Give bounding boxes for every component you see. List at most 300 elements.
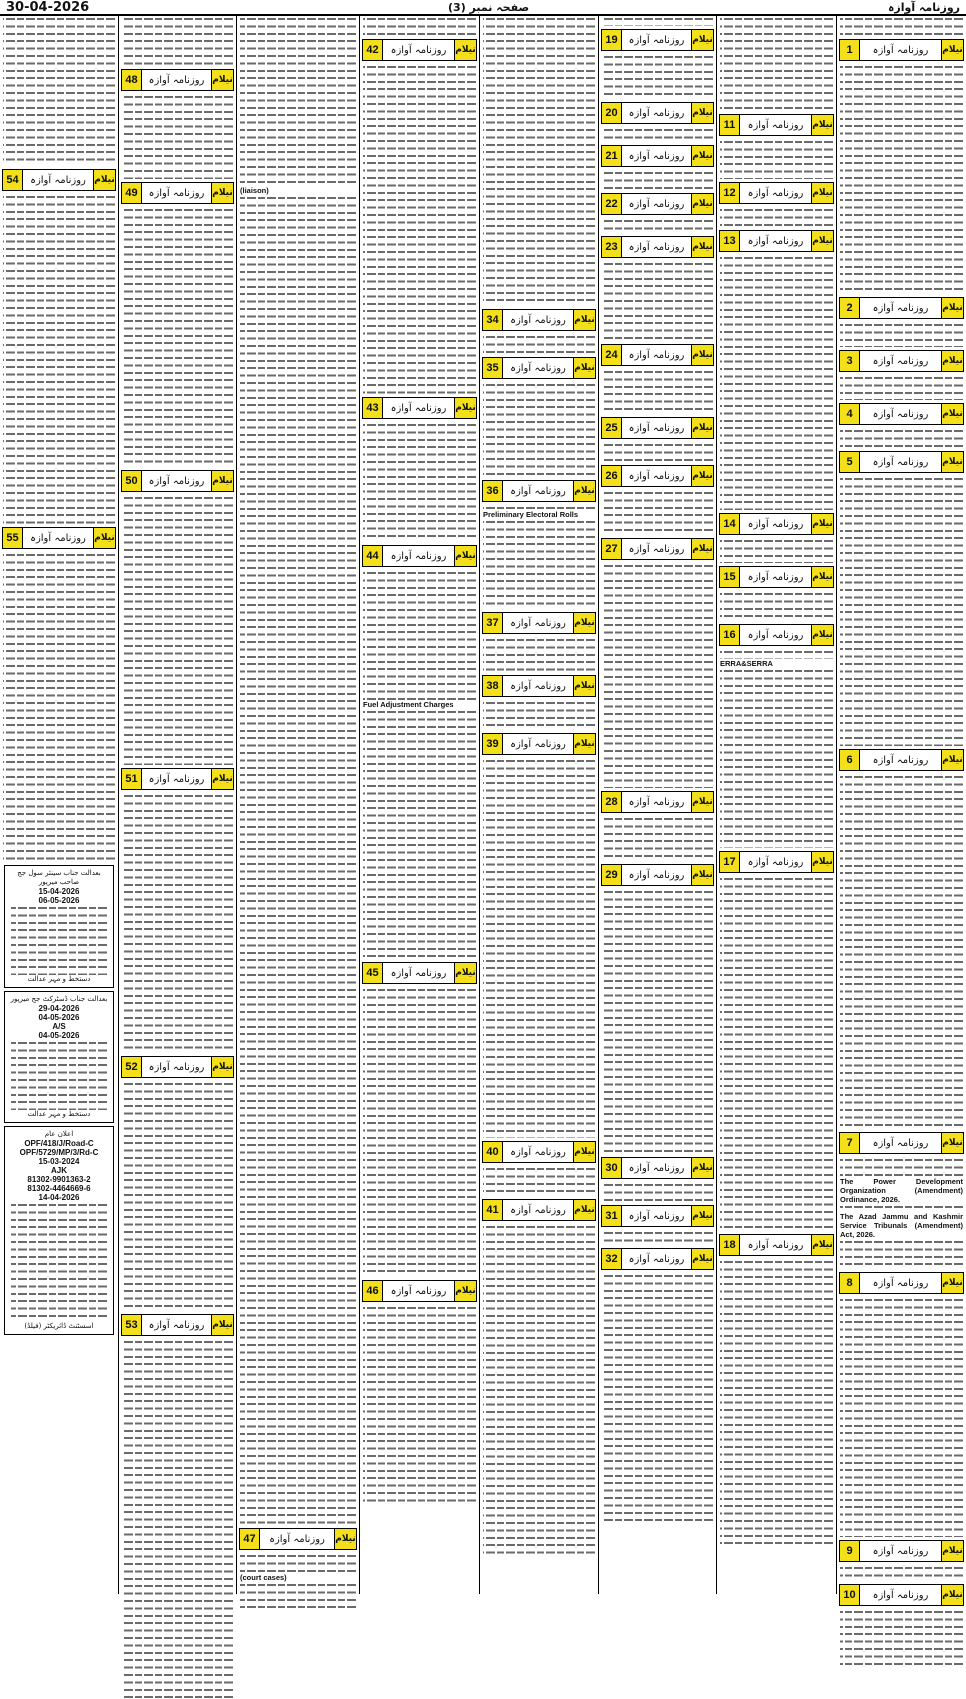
text-lines: [363, 422, 476, 542]
article-text: [480, 1224, 598, 1554]
ad-label: [482, 612, 596, 634]
ad-label: [601, 193, 714, 215]
ad-number: 50: [122, 471, 142, 491]
article-text: [837, 322, 966, 347]
column-5: [359, 16, 479, 1594]
ad-number: 34: [483, 310, 503, 330]
notice-code: 81302-4464669-6: [27, 1184, 91, 1193]
text-lines: [363, 64, 476, 394]
text-lines: [840, 428, 963, 448]
ad-number: 35: [483, 358, 503, 378]
text-lines: [122, 793, 233, 1053]
ad-label: [121, 182, 234, 204]
english-text: Preliminary Electoral Rolls: [483, 510, 579, 519]
ad-paper-name: روزنامہ آوازہ: [747, 629, 804, 641]
column-7: [118, 16, 236, 1594]
ad-tag: نیلام: [941, 40, 963, 60]
ad-tag: نیلام: [941, 1585, 963, 1605]
ad-paper-name: روزنامہ آوازہ: [510, 1204, 566, 1216]
ad-number: 44: [363, 546, 383, 566]
notice-value: A/S: [52, 1022, 66, 1031]
article-text: [837, 16, 966, 36]
notice-footer: اسسٹنٹ ڈائریکٹر (فیلڈ): [24, 1322, 94, 1330]
ad-paper-name: روزنامہ آوازہ: [30, 174, 86, 186]
ad-label: [121, 1056, 234, 1078]
text-lines: [483, 637, 595, 672]
ad-tag: نیلام: [573, 481, 595, 501]
ad-label: [362, 962, 477, 984]
article-text: [837, 1609, 966, 1669]
article-text: [599, 369, 716, 414]
column-2: [716, 16, 836, 1594]
ad-number: 21: [602, 146, 622, 166]
text-lines: [602, 442, 713, 462]
text-lines: [840, 1239, 963, 1269]
text-lines: [122, 1081, 233, 1311]
ad-label: [601, 791, 714, 813]
ad-tag: نیلام: [811, 514, 833, 534]
ad-paper-name: روزنامہ آوازہ: [390, 550, 447, 562]
ad-number: 24: [602, 345, 622, 365]
ad-label: [839, 39, 964, 61]
text-lines: [122, 16, 233, 66]
text-lines: [363, 570, 476, 700]
ad-number: 51: [122, 769, 142, 789]
column-3: [598, 16, 716, 1594]
ad-paper-name: روزنامہ آوازہ: [628, 34, 685, 46]
english-text: (liaison): [240, 186, 269, 195]
ad-tag: نیلام: [211, 70, 233, 90]
ad-tag: نیلام: [211, 1057, 233, 1077]
ad-label: [601, 29, 714, 51]
court-notice: [4, 991, 114, 1123]
text-lines: [240, 16, 356, 186]
article-text: [360, 64, 479, 394]
ad-tag: نیلام: [941, 750, 963, 770]
text-lines: [363, 16, 476, 36]
ad-paper-name: روزنامہ آوازہ: [628, 796, 685, 808]
ad-tag: نیلام: [811, 183, 833, 203]
article-text: [599, 54, 716, 99]
article-text: [599, 1182, 716, 1202]
ad-paper-name: روزنامہ آوازہ: [747, 119, 804, 131]
notice-value: 04-05-2026: [38, 1013, 80, 1022]
text-lines: [122, 94, 233, 179]
article-text: [480, 519, 598, 609]
ad-tag: نیلام: [573, 1142, 595, 1162]
ad-label: [719, 114, 834, 136]
ad-number: 46: [363, 1281, 383, 1301]
ad-number: 38: [483, 676, 503, 696]
ad-number: 11: [720, 115, 740, 135]
article-text: [119, 207, 236, 467]
ad-label: [839, 451, 964, 473]
text-lines: [720, 538, 833, 563]
article-text: [717, 649, 836, 659]
ad-label: [2, 169, 116, 191]
ad-tag: نیلام: [691, 1158, 713, 1178]
ad-number: 7: [840, 1133, 860, 1153]
ad-number: 53: [122, 1315, 142, 1335]
ad-tag: نیلام: [691, 418, 713, 438]
ad-label: [482, 1199, 596, 1221]
article-text: [837, 1297, 966, 1537]
ad-label: [482, 357, 596, 379]
ad-number: 18: [720, 1235, 740, 1255]
ad-paper-name: روزنامہ آوازہ: [148, 773, 205, 785]
ad-tag: نیلام: [691, 539, 713, 559]
ad-paper-name: روزنامہ آوازہ: [148, 1061, 205, 1073]
text-lines: [3, 16, 115, 166]
ad-tag: نیلام: [691, 30, 713, 50]
text-lines: [240, 1553, 356, 1573]
ad-label: [719, 624, 834, 646]
court-notice: [4, 865, 114, 988]
ad-paper-name: روزنامہ آوازہ: [390, 967, 447, 979]
ad-number: 29: [602, 865, 622, 885]
ad-label: [601, 145, 714, 167]
page-body: [0, 16, 966, 1601]
ad-paper-name: روزنامہ آوازہ: [628, 543, 685, 555]
ad-paper-name: روزنامہ آوازہ: [510, 1146, 566, 1158]
ad-tag: نیلام: [941, 298, 963, 318]
article-text: [599, 16, 716, 26]
ad-paper-name: روزنامہ آوازہ: [30, 532, 86, 544]
english-text: (court cases): [240, 1573, 287, 1582]
ad-number: 1: [840, 40, 860, 60]
text-lines: [363, 709, 476, 959]
text-lines: [840, 64, 963, 294]
ad-tag: نیلام: [941, 1541, 963, 1561]
text-lines: [122, 207, 233, 467]
article-text: [717, 591, 836, 621]
text-lines: [602, 889, 713, 1154]
text-lines: [720, 1259, 833, 1544]
page-number: صفحہ نمبر (3): [448, 0, 530, 14]
ad-label: [121, 1314, 234, 1336]
ad-tag: نیلام: [691, 237, 713, 257]
article-text: [119, 1081, 236, 1311]
text-lines: [602, 127, 713, 142]
article-text: [599, 218, 716, 233]
text-lines: [240, 1582, 356, 1612]
article-text: [717, 207, 836, 227]
ad-number: 32: [602, 1249, 622, 1269]
article-text: [237, 1582, 359, 1612]
article-text: [360, 709, 479, 959]
text-lines: [602, 1182, 713, 1202]
text-lines: [720, 668, 833, 848]
text-lines: [602, 16, 713, 26]
text-lines: [840, 1609, 963, 1669]
ad-paper-name: روزنامہ آوازہ: [510, 362, 566, 374]
ad-number: 3: [840, 351, 860, 371]
text-lines: [363, 1305, 476, 1505]
text-lines: [3, 194, 115, 524]
text-lines: [840, 1204, 963, 1212]
ad-tag: نیلام: [691, 103, 713, 123]
text-lines: [720, 649, 833, 659]
ad-paper-name: روزنامہ آوازہ: [747, 518, 804, 530]
column-8: [0, 16, 118, 1594]
ad-tag: نیلام: [691, 466, 713, 486]
ad-paper-name: روزنامہ آوازہ: [390, 44, 447, 56]
ad-tag: نیلام: [691, 865, 713, 885]
text-lines: [483, 334, 595, 354]
ad-number: 43: [363, 398, 383, 418]
ad-number: 30: [602, 1158, 622, 1178]
notice-heading: بعدالت جناب سینئر سول جج صاحب میرپور: [17, 869, 101, 886]
ad-paper-name: روزنامہ آوازہ: [628, 869, 685, 881]
article-text: [837, 1204, 966, 1212]
ad-paper-name: روزنامہ آوازہ: [628, 1253, 685, 1265]
ad-number: 19: [602, 30, 622, 50]
ad-paper-name: روزنامہ آوازہ: [872, 1589, 929, 1601]
ad-tag: نیلام: [691, 194, 713, 214]
article-text: [837, 1157, 966, 1177]
text-lines: [483, 758, 595, 1138]
ad-label: [362, 39, 477, 61]
ad-label: [121, 470, 234, 492]
ad-paper-name: روزنامہ آوازہ: [628, 349, 685, 361]
ad-tag: نیلام: [211, 471, 233, 491]
ad-number: 37: [483, 613, 503, 633]
article-text: [837, 375, 966, 400]
ad-label: [601, 538, 714, 560]
ad-label: [601, 236, 714, 258]
ad-tag: نیلام: [811, 567, 833, 587]
ad-tag: نیلام: [691, 345, 713, 365]
text-lines: [483, 1224, 595, 1554]
masthead: [0, 0, 966, 16]
ad-paper-name: روزنامہ آوازہ: [510, 485, 566, 497]
text-lines: [483, 16, 595, 306]
ad-number: 41: [483, 1200, 503, 1220]
ad-label: [839, 297, 964, 319]
text-lines: [602, 261, 713, 341]
ad-paper-name: روزنامہ آوازہ: [148, 475, 205, 487]
article-text: [480, 1166, 598, 1196]
article-text: [837, 1239, 966, 1269]
notice-code: 81302-9901363-2: [27, 1175, 91, 1184]
article-text: [837, 64, 966, 294]
article-text: [119, 1339, 236, 1699]
article-text: [119, 94, 236, 179]
article-text: [599, 261, 716, 341]
ad-tag: نیلام: [454, 546, 476, 566]
ad-paper-name: روزنامہ آوازہ: [390, 402, 447, 414]
ad-tag: نیلام: [811, 1235, 833, 1255]
text-lines: [720, 876, 833, 1231]
ad-tag: نیلام: [811, 852, 833, 872]
ad-number: 16: [720, 625, 740, 645]
text-lines: [840, 375, 963, 400]
paper-name: روزنامہ آوازہ: [887, 0, 960, 14]
ad-label: [482, 309, 596, 331]
text-lines: [840, 1565, 963, 1581]
ad-label: [601, 1205, 714, 1227]
notice-value: 29-04-2026: [38, 1004, 80, 1013]
text-lines: [483, 382, 595, 477]
ad-paper-name: روزنامہ آوازہ: [872, 1545, 929, 1557]
ad-tag: نیلام: [454, 398, 476, 418]
ad-label: [601, 1248, 714, 1270]
ad-tag: نیلام: [93, 170, 115, 190]
ad-paper-name: روزنامہ آوازہ: [872, 355, 929, 367]
ad-label: [482, 733, 596, 755]
notice-code: 15-03-2024: [38, 1157, 80, 1166]
article-text: [599, 127, 716, 142]
notice-text: [8, 1202, 110, 1322]
ad-number: 2: [840, 298, 860, 318]
ad-label: [362, 397, 477, 419]
article-text: [360, 16, 479, 36]
ad-label: [839, 1272, 964, 1294]
ad-tag: نیلام: [211, 769, 233, 789]
ad-tag: نیلام: [691, 792, 713, 812]
ad-label: [719, 1234, 834, 1256]
text-lines: [720, 139, 833, 179]
ad-paper-name: روزنامہ آوازہ: [747, 856, 804, 868]
ad-paper-name: روزنامہ آوازہ: [628, 470, 685, 482]
ad-label: [362, 1280, 477, 1302]
text-lines: [840, 322, 963, 347]
notice-footer: دستخط و مہر عدالت: [27, 975, 91, 983]
text-lines: [602, 170, 713, 190]
notice-text: [8, 905, 110, 975]
ad-label: [719, 230, 834, 252]
text-lines: [720, 591, 833, 621]
ad-number: 54: [3, 170, 23, 190]
notice-code: OPF/418/J/Road-C: [24, 1139, 94, 1148]
ad-tag: نیلام: [211, 183, 233, 203]
text-lines: [720, 207, 833, 227]
text-lines: [840, 774, 963, 1129]
ad-number: 31: [602, 1206, 622, 1226]
ad-tag: نیلام: [941, 452, 963, 472]
ad-label: [121, 768, 234, 790]
ad-paper-name: روزنامہ آوازہ: [747, 187, 804, 199]
ad-number: 28: [602, 792, 622, 812]
ad-tag: نیلام: [454, 963, 476, 983]
ad-paper-name: روزنامہ آوازہ: [872, 302, 929, 314]
ad-tag: نیلام: [941, 351, 963, 371]
ad-tag: نیلام: [573, 676, 595, 696]
ad-paper-name: روزنامہ آوازہ: [747, 235, 804, 247]
text-lines: [602, 816, 713, 861]
ad-paper-name: روزنامہ آوازہ: [510, 617, 566, 629]
ad-paper-name: روزنامہ آوازہ: [628, 107, 685, 119]
ad-number: 12: [720, 183, 740, 203]
ad-number: 25: [602, 418, 622, 438]
ad-number: 52: [122, 1057, 142, 1077]
text-lines: [602, 54, 713, 99]
ad-number: 49: [122, 183, 142, 203]
text-lines: [720, 255, 833, 510]
ad-label: [482, 675, 596, 697]
ad-number: 27: [602, 539, 622, 559]
text-lines: [483, 519, 595, 609]
article-text: [599, 170, 716, 190]
ad-tag: نیلام: [573, 734, 595, 754]
text-lines: [483, 505, 595, 510]
article-text: [480, 637, 598, 672]
ad-label: [839, 1132, 964, 1154]
text-lines: [840, 16, 963, 36]
ad-paper-name: روزنامہ آوازہ: [148, 187, 205, 199]
ad-label: [601, 864, 714, 886]
article-text: [837, 1565, 966, 1581]
article-text: [360, 987, 479, 1277]
text-lines: [483, 1166, 595, 1196]
article-text: [717, 139, 836, 179]
court-notice: [4, 1126, 114, 1335]
ad-tag: نیلام: [573, 358, 595, 378]
english-text: The Power Development Organization (Amendment) Ordinance, 2026.: [840, 1177, 963, 1204]
ad-label: [482, 480, 596, 502]
ad-number: 39: [483, 734, 503, 754]
article-text: [360, 422, 479, 542]
ad-number: 45: [363, 963, 383, 983]
ad-label: [839, 403, 964, 425]
ad-paper-name: روزنامہ آوازہ: [510, 738, 566, 750]
ad-number: 47: [240, 1529, 260, 1549]
ad-label: [839, 350, 964, 372]
ad-paper-name: روزنامہ آوازہ: [628, 1210, 685, 1222]
article-text: [599, 816, 716, 861]
article-text: [480, 505, 598, 510]
article-text: [717, 255, 836, 510]
ad-tag: نیلام: [811, 231, 833, 251]
ad-number: 14: [720, 514, 740, 534]
article-text: [237, 195, 359, 1525]
ad-paper-name: روزنامہ آوازہ: [872, 1277, 929, 1289]
notice-heading: بعدالت جناب ڈسٹرکٹ جج میرپور: [10, 995, 108, 1003]
article-text: [480, 700, 598, 730]
ad-paper-name: روزنامہ آوازہ: [510, 314, 566, 326]
article-text: [717, 1259, 836, 1544]
ad-label: [601, 465, 714, 487]
article-text: [717, 538, 836, 563]
article-text: [480, 16, 598, 306]
column-1: [836, 16, 966, 1601]
ad-number: 22: [602, 194, 622, 214]
text-lines: [840, 1297, 963, 1537]
article-text: [119, 495, 236, 765]
text-lines: [122, 495, 233, 765]
ad-paper-name: روزنامہ آوازہ: [148, 1319, 205, 1331]
text-lines: [602, 369, 713, 414]
ad-label: [839, 1540, 964, 1562]
ad-number: 8: [840, 1273, 860, 1293]
article-text: [837, 476, 966, 746]
text-lines: [840, 476, 963, 746]
ad-number: 15: [720, 567, 740, 587]
ad-number: 13: [720, 231, 740, 251]
ad-paper-name: روزنامہ آوازہ: [872, 408, 929, 420]
ad-tag: نیلام: [334, 1529, 356, 1549]
article-text: [837, 774, 966, 1129]
ad-label: [482, 1141, 596, 1163]
ad-tag: نیلام: [941, 404, 963, 424]
article-text: [717, 668, 836, 848]
ad-label: [2, 527, 116, 549]
text-lines: [240, 195, 356, 1525]
text-lines: [602, 1230, 713, 1245]
article-text: [717, 16, 836, 111]
ad-tag: نیلام: [454, 40, 476, 60]
column-4: [479, 16, 598, 1594]
